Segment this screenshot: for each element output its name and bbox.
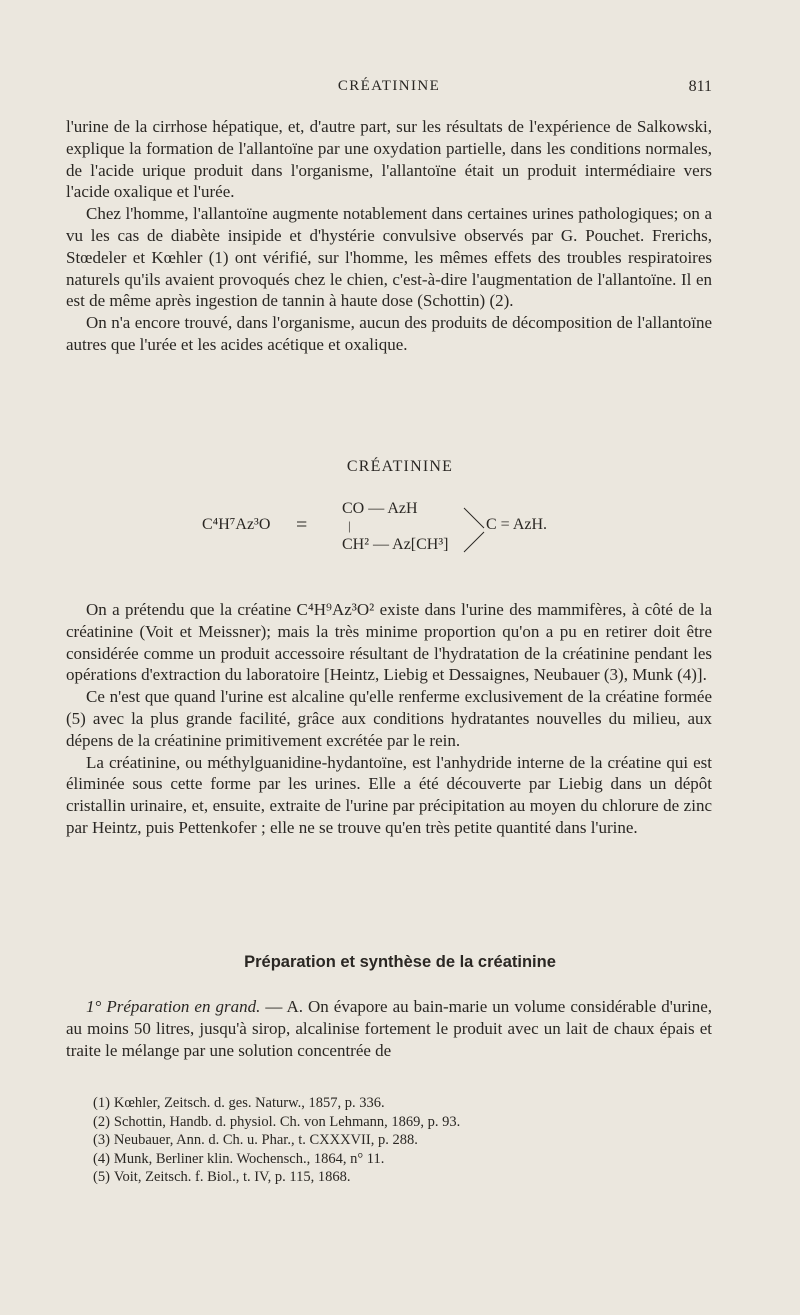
footnote-text: Voit, Zeitsch. f. Biol., t. IV, p. 115, 1868. <box>113 1169 351 1186</box>
formula-bottom-group: CH² — Az[CH³] <box>342 536 449 553</box>
footnote <box>93 1094 713 1113</box>
footnote-text: Neubauer, Ann. d. Ch. u. Phar., t. CXXXVII, p. 288. <box>113 1132 418 1149</box>
footnote-number: (2) <box>93 1113 110 1130</box>
footnote-number: (4) <box>93 1150 110 1167</box>
footnote <box>93 1131 713 1150</box>
section-title: CRÉATININE <box>346 458 454 475</box>
footnote <box>93 1113 713 1132</box>
creatinine-text <box>66 599 712 839</box>
paragraph-label: 1° Préparation en grand. <box>86 997 261 1016</box>
footnote-text: Schottin, Handb. d. physiol. Ch. von Lehmann, 1869, p. 93. <box>113 1113 461 1130</box>
page-header <box>66 78 712 102</box>
paragraph <box>66 996 712 1061</box>
footnote-text: Munk, Berliner klin. Wochensch., 1864, n° 11. <box>113 1150 385 1167</box>
footnote-number: (3) <box>93 1132 110 1149</box>
running-title: CRÉATININE <box>337 78 441 94</box>
formula-bond: | <box>348 518 351 533</box>
paragraph-body: — A. On évapore au bain-marie un volume considérable d'urine, au moins 50 litres, jusqu'à sirop, alcalinise fortement le produit avec un lait de chaux épais et traite le mélange par une solution concentrée de <box>66 997 712 1060</box>
paragraph: On n'a encore trouvé, dans l'organisme, aucun des produits de décomposition de l'allantoïne autres que l'urée et les acides acétique et oxalique. <box>66 313 712 354</box>
footnote-text: Kœhler, Zeitsch. d. ges. Naturw., 1857, p. 336. <box>113 1095 385 1111</box>
page-number: 811 <box>688 78 712 95</box>
formula-left: C⁴H⁷Az³O <box>202 516 271 533</box>
preparation-text <box>66 996 712 1061</box>
footnote-number: (1) <box>93 1095 110 1111</box>
paragraph: Chez l'homme, l'allantoïne augmente notablement dans certaines urines pathologiques; on a vu les cas de diabète insipide et d'hystérie convulsive observés par G. Pouchet. Frerichs, Stœdeler et Kœhler (1) ont vérifié, sur l'homme, les mêmes effets des troubles respiratoires naturels qu'ils avaient provoqués chez le chien, c'est-à-dire l'augmentation de l'allantoïne. Il en est de même après ingestion de tannin à haute dose (Schottin) (2). <box>66 204 712 311</box>
formula-bracket <box>462 506 488 554</box>
subheading: Préparation et synthèse de la créatinine <box>244 953 556 971</box>
paragraph: l'urine de la cirrhose hépatique, et, d'autre part, sur les résultats de l'expérience de Salkowski, explique la formation de l'allantoïne par une oxydation partielle, dans les conditions normales, de l'acide urique produit dans l'organisme, l'allantoïne était un produit intermédiaire vers l'acide oxalique et l'urée. <box>66 117 712 202</box>
formula-equals: = <box>296 514 308 536</box>
formula-top-group: CO — AzH <box>342 500 418 517</box>
formula-right: C = AzH. <box>486 516 548 533</box>
footnote <box>93 1168 713 1187</box>
paragraph: Ce n'est que quand l'urine est alcaline qu'elle renferme exclusivement de la créatine formée (5) avec la plus grande facilité, grâce aux conditions hydratantes nouvelles du milieu, aux dépens de la créatinine primitivement excrétée par le rein. <box>66 687 712 750</box>
intro-text <box>66 116 712 356</box>
footnote-number: (5) <box>93 1169 110 1186</box>
footnotes <box>93 1094 713 1187</box>
footnote <box>93 1150 713 1169</box>
structural-formula <box>200 498 620 578</box>
paragraph: On a prétendu que la créatine C⁴H⁹Az³O² existe dans l'urine des mammifères, à côté de la créatinine (Voit et Meissner); mais la très minime proportion qu'on a pu en retirer doit être considérée comme un produit accessoire résultant de l'hydratation de la créatinine pendant les opérations d'extraction du laboratoire [Heintz, Liebig et Dessaignes, Neubauer (3), Munk (4)]. <box>66 600 712 685</box>
paragraph: La créatinine, ou méthylguanidine-hydantoïne, est l'anhydride interne de la créatine qui est éliminée sous cette forme par les urines. Elle a été découverte par Liebig dans un dépôt cristallin urinaire, et, ensuite, extraite de l'urine par précipitation au moyen du chlorure de zinc par Heintz, puis Pettenkofer ; elle ne se trouve qu'en très petite quantité dans l'urine. <box>66 752 712 837</box>
